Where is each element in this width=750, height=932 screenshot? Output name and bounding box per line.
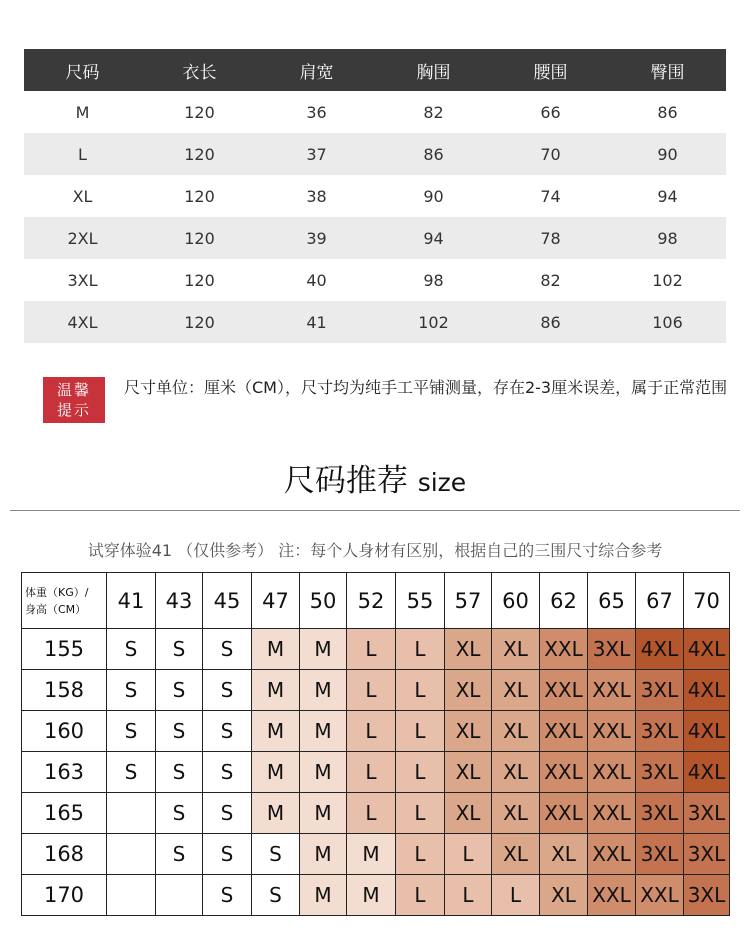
- size-recommendation-cell: 3XL: [636, 793, 684, 834]
- size-recommendation-cell: S: [252, 875, 300, 916]
- size-recommendation-cell: L: [396, 875, 445, 916]
- size-table-cell: 66: [540, 102, 561, 122]
- size-recommendation-cell: L: [347, 752, 396, 793]
- size-recommendation-cell: M: [300, 711, 347, 752]
- size-table-cell: XL: [72, 186, 93, 206]
- size-table-cell: 78: [492, 217, 609, 259]
- size-recommendation-cell: M: [300, 875, 347, 916]
- size-recommendation-cell: [107, 834, 156, 875]
- size-recommendation-cell: XL: [492, 670, 540, 711]
- divider: [10, 510, 740, 511]
- size-recommendation-cell: L: [347, 793, 396, 834]
- size-table-cell: 86: [375, 133, 492, 175]
- weight-header: 60: [492, 573, 540, 629]
- header-hip: 臀围: [609, 49, 726, 91]
- grid-corner-label: [22, 573, 107, 629]
- size-recommendation-cell: M: [300, 834, 347, 875]
- size-recommendation-cell: XXL: [540, 793, 588, 834]
- size-recommendation-cell: L: [445, 875, 492, 916]
- size-recommendation-cell: M: [300, 629, 347, 670]
- size-table-cell: 39: [258, 217, 375, 259]
- size-recommendation-cell: 4XL: [684, 752, 730, 793]
- size-recommendation-cell: M: [300, 793, 347, 834]
- weight-header: 45: [203, 573, 252, 629]
- size-recommendation-cell: S: [203, 670, 252, 711]
- header-size: 尺码: [24, 49, 141, 91]
- size-recommendation-cell: XXL: [540, 670, 588, 711]
- size-recommendation-cell: S: [203, 834, 252, 875]
- weight-header: 50: [300, 573, 347, 629]
- size-recommendation-cell: L: [396, 670, 445, 711]
- size-recommendation-cell: M: [252, 711, 300, 752]
- size-recommendation-cell: M: [300, 670, 347, 711]
- height-label: 158: [22, 670, 107, 711]
- size-recommendation-cell: XXL: [540, 711, 588, 752]
- size-table-cell: 4XL: [24, 301, 141, 343]
- size-table-row: [24, 301, 726, 343]
- size-recommendation-cell: S: [203, 629, 252, 670]
- size-recommendation-cell: XL: [492, 629, 540, 670]
- tip-badge-line1: 温馨: [56, 381, 91, 399]
- size-table-row: [24, 133, 726, 175]
- size-recommendation-cell: 3XL: [636, 670, 684, 711]
- size-recommendation-cell: S: [203, 711, 252, 752]
- size-table-cell: 94: [375, 217, 492, 259]
- size-recommendation-cell: XL: [492, 793, 540, 834]
- corner-weight-label: 体重（KG）/: [25, 585, 89, 599]
- size-table-cell: 106: [609, 301, 726, 343]
- size-recommendation-cell: S: [107, 711, 156, 752]
- size-recommendation-cell: 4XL: [684, 629, 730, 670]
- size-table-header: [24, 49, 726, 91]
- size-recommendation-cell: XXL: [588, 875, 636, 916]
- fit-note: 试穿体验41 （仅供参考） 注：每个人身材有区别，根据自己的三围尺寸综合参考: [87, 541, 663, 560]
- size-recommendation-cell: M: [347, 834, 396, 875]
- height-row: [22, 875, 730, 916]
- size-table-cell: 82: [423, 102, 444, 122]
- size-recommendation-cell: XL: [445, 711, 492, 752]
- size-recommendation-cell: S: [203, 793, 252, 834]
- size-recommendation-cell: M: [252, 793, 300, 834]
- size-recommendation-cell: M: [252, 752, 300, 793]
- size-recommendation-cell: XL: [492, 834, 540, 875]
- size-table-cell: 94: [657, 186, 678, 206]
- header-length: 衣长: [141, 49, 258, 91]
- size-table-cell: 102: [652, 270, 683, 290]
- size-recommendation-cell: XXL: [588, 793, 636, 834]
- size-recommendation-cell: 3XL: [636, 752, 684, 793]
- size-recommendation-cell: S: [156, 793, 203, 834]
- size-recommendation-cell: S: [156, 752, 203, 793]
- size-recommendation-cell: L: [396, 752, 445, 793]
- size-recommendation-cell: L: [396, 711, 445, 752]
- size-recommendation-cell: S: [156, 670, 203, 711]
- height-label: 165: [22, 793, 107, 834]
- size-table-cell: 90: [423, 186, 444, 206]
- weight-header: 47: [252, 573, 300, 629]
- size-table-cell: 102: [375, 301, 492, 343]
- weight-header: 65: [588, 573, 636, 629]
- section-title: [0, 455, 750, 500]
- size-table-row: [24, 217, 726, 259]
- height-label: 163: [22, 752, 107, 793]
- size-recommendation-cell: XXL: [588, 670, 636, 711]
- size-table-cell: 120: [184, 186, 215, 206]
- size-table-cell: 120: [141, 301, 258, 343]
- weight-header: 52: [347, 573, 396, 629]
- header-waist: 腰围: [492, 49, 609, 91]
- size-recommendation-cell: XL: [492, 711, 540, 752]
- size-recommendation-cell: 4XL: [684, 670, 730, 711]
- size-recommendation-cell: L: [396, 629, 445, 670]
- size-recommendation-cell: [107, 793, 156, 834]
- size-table-cell: 120: [184, 270, 215, 290]
- size-recommendation-cell: M: [252, 670, 300, 711]
- size-table-cell: 38: [306, 186, 327, 206]
- size-table-cell: 86: [492, 301, 609, 343]
- size-recommendation-cell: XXL: [588, 834, 636, 875]
- size-table-cell: 120: [141, 217, 258, 259]
- size-table: [24, 49, 726, 343]
- size-recommendation-cell: S: [203, 875, 252, 916]
- size-recommendation-cell: L: [396, 793, 445, 834]
- size-recommendation-cell: 3XL: [684, 834, 730, 875]
- size-recommendation-cell: L: [396, 834, 445, 875]
- size-recommendation-cell: S: [107, 752, 156, 793]
- size-recommendation-cell: L: [492, 875, 540, 916]
- size-recommendation-cell: S: [156, 711, 203, 752]
- size-recommendation-cell: XXL: [588, 752, 636, 793]
- corner-height-label: 身高（CM）: [25, 602, 87, 616]
- header-chest: 胸围: [375, 49, 492, 91]
- size-table-cell: 3XL: [67, 270, 98, 290]
- weight-header: 41: [107, 573, 156, 629]
- size-recommendation-cell: S: [203, 752, 252, 793]
- size-table-row: [24, 175, 726, 217]
- size-recommendation-cell: XL: [492, 752, 540, 793]
- size-table-cell: L: [24, 133, 141, 175]
- height-row: [22, 834, 730, 875]
- size-table-row: [24, 259, 726, 301]
- size-recommendation-cell: XL: [540, 834, 588, 875]
- size-table-cell: 40: [306, 270, 327, 290]
- height-row: [22, 670, 730, 711]
- size-recommendation-cell: 3XL: [684, 875, 730, 916]
- size-recommendation-cell: XL: [445, 670, 492, 711]
- size-table-cell: 98: [423, 270, 444, 290]
- size-table-cell: 41: [258, 301, 375, 343]
- size-table-cell: 37: [258, 133, 375, 175]
- size-recommendation-cell: 4XL: [636, 629, 684, 670]
- size-recommendation-cell: [107, 875, 156, 916]
- size-table-cell: 36: [306, 102, 327, 122]
- size-recommendation-cell: 3XL: [636, 834, 684, 875]
- height-row: [22, 752, 730, 793]
- tip-badge-line2: 提示: [56, 401, 91, 419]
- size-recommendation-cell: M: [347, 875, 396, 916]
- weight-header: 67: [636, 573, 684, 629]
- height-row: [22, 711, 730, 752]
- size-recommendation-cell: M: [252, 629, 300, 670]
- size-table-cell: 90: [609, 133, 726, 175]
- size-recommendation-cell: 3XL: [588, 629, 636, 670]
- weight-header: 70: [684, 573, 730, 629]
- size-recommendation-grid: [21, 572, 730, 916]
- height-row: [22, 793, 730, 834]
- size-table-cell: M: [75, 102, 90, 122]
- weight-header: 62: [540, 573, 588, 629]
- section-title-cn: 尺码推荐: [283, 463, 408, 499]
- height-label: 170: [22, 875, 107, 916]
- size-recommendation-cell: XXL: [540, 752, 588, 793]
- size-recommendation-cell: XL: [445, 629, 492, 670]
- size-recommendation-cell: 3XL: [684, 793, 730, 834]
- size-table-cell: 82: [540, 270, 561, 290]
- size-table-cell: 86: [657, 102, 678, 122]
- height-row: [22, 629, 730, 670]
- tip-text: 尺寸单位：厘米（CM），尺寸均为纯手工平铺测量，存在2-3厘米误差，属于正常范围: [124, 378, 728, 397]
- size-recommendation-cell: L: [347, 629, 396, 670]
- size-recommendation-cell: XXL: [588, 711, 636, 752]
- weight-header-row: [22, 573, 730, 629]
- height-label: 160: [22, 711, 107, 752]
- size-table-row: [24, 91, 726, 133]
- size-table-cell: 70: [492, 133, 609, 175]
- weight-header: 55: [396, 573, 445, 629]
- size-table-cell: 2XL: [24, 217, 141, 259]
- size-recommendation-cell: L: [445, 834, 492, 875]
- header-shoulder: 肩宽: [258, 49, 375, 91]
- size-recommendation-cell: XL: [540, 875, 588, 916]
- tip-badge: [43, 377, 105, 423]
- size-recommendation-cell: 3XL: [636, 711, 684, 752]
- size-table-cell: 98: [609, 217, 726, 259]
- size-recommendation-cell: S: [107, 629, 156, 670]
- height-label: 168: [22, 834, 107, 875]
- size-table-cell: 74: [540, 186, 561, 206]
- size-table-cell: 120: [184, 102, 215, 122]
- size-recommendation-cell: XXL: [540, 629, 588, 670]
- size-recommendation-cell: XL: [445, 752, 492, 793]
- size-table-cell: 120: [141, 133, 258, 175]
- weight-header: 57: [445, 573, 492, 629]
- size-recommendation-cell: XL: [445, 793, 492, 834]
- height-label: 155: [22, 629, 107, 670]
- size-recommendation-cell: S: [252, 834, 300, 875]
- size-recommendation-cell: L: [347, 670, 396, 711]
- size-recommendation-cell: 4XL: [684, 711, 730, 752]
- section-title-en: size: [417, 468, 467, 497]
- size-recommendation-cell: L: [347, 711, 396, 752]
- size-recommendation-cell: XXL: [636, 875, 684, 916]
- size-recommendation-cell: [156, 875, 203, 916]
- size-recommendation-cell: S: [156, 629, 203, 670]
- size-recommendation-cell: M: [300, 752, 347, 793]
- weight-header: 43: [156, 573, 203, 629]
- size-recommendation-cell: S: [107, 670, 156, 711]
- size-recommendation-cell: S: [156, 834, 203, 875]
